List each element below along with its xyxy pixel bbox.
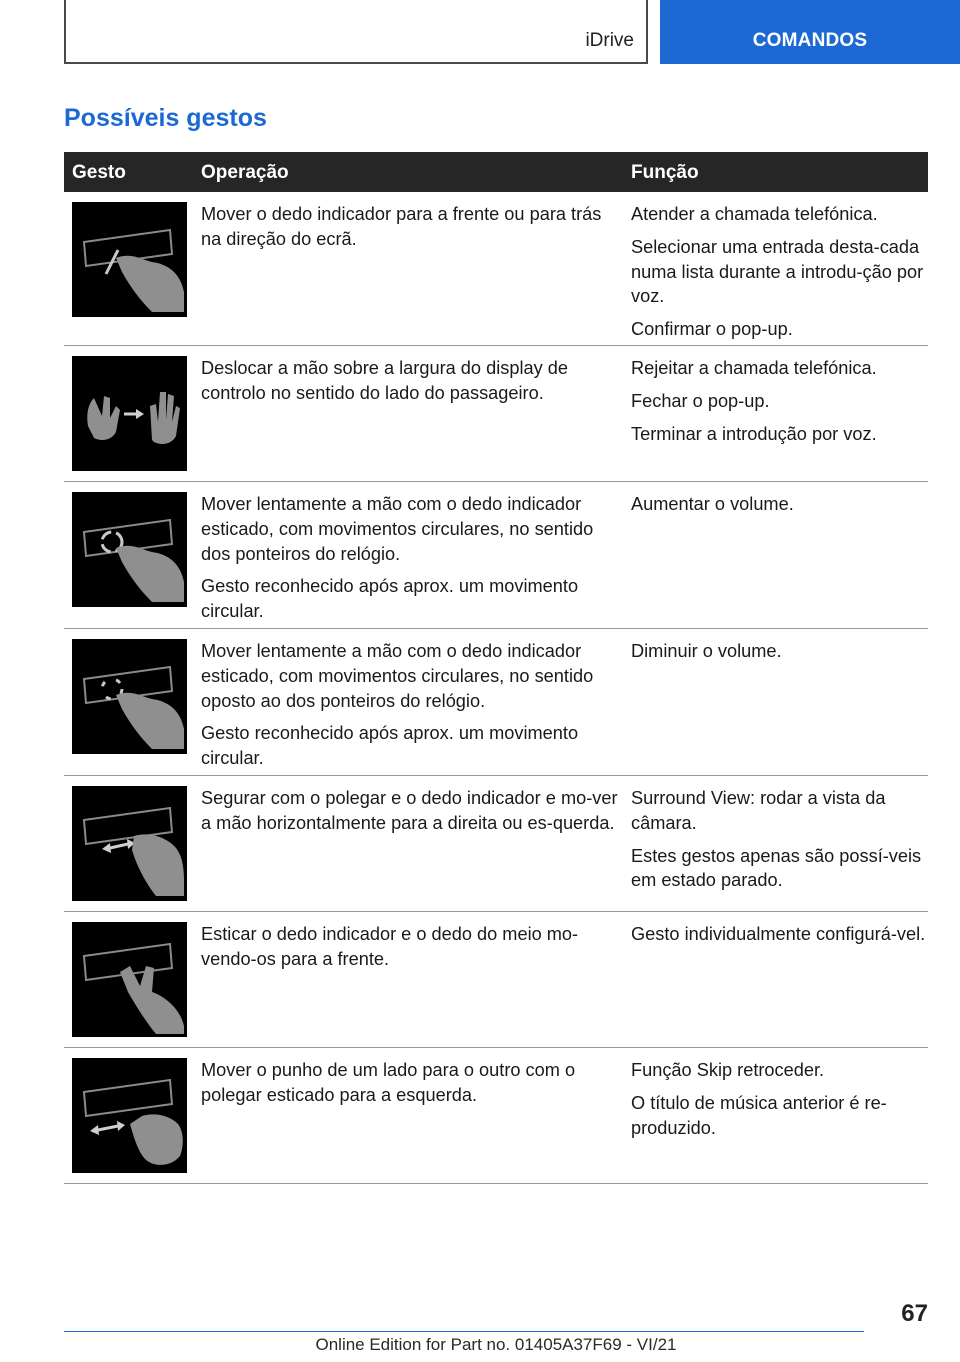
page-number: 67: [901, 1300, 928, 1327]
column-header-gesture: Gesto: [72, 162, 126, 183]
function-text: Selecionar uma entrada desta-cada numa lista durante a introdu-ção por voz.: [631, 236, 924, 307]
header-section-box: [64, 0, 648, 64]
page-title: Possíveis gestos: [64, 104, 267, 132]
table-row: [64, 192, 928, 346]
operation-text: Gesto reconhecido após aprox. um movimento circular.: [201, 576, 579, 622]
table-row: [64, 629, 928, 776]
table-row: [64, 346, 928, 482]
table-row: [64, 912, 928, 1048]
function-text: Diminuir o volume.: [631, 641, 782, 661]
table-row: [64, 482, 928, 629]
pinch-horizontal-gesture-icon: [72, 786, 187, 901]
function-text: Fechar o pop-up.: [631, 390, 770, 411]
operation-text: Esticar o dedo indicador e o dedo do meio mo-vendo-os para a frente.: [201, 924, 579, 969]
table-row: [64, 776, 928, 912]
column-header-function: Função: [631, 162, 699, 183]
function-text: Terminar a introdução por voz.: [631, 423, 877, 444]
footer-edition-text: Online Edition for Part no. 01405A37F69 - VI/21: [315, 1335, 677, 1354]
table-row: [64, 1048, 928, 1184]
function-text: Estes gestos apenas são possí-veis em estado parado.: [631, 845, 922, 891]
function-text: Confirmar o pop-up.: [631, 319, 793, 340]
header-section-label: iDrive: [585, 30, 634, 51]
two-fingers-forward-gesture-icon: [72, 922, 187, 1037]
operation-text: Segurar com o polegar e o dedo indicador e mo-ver a mão horizontalmente para a direita ou es-querda.: [201, 788, 618, 833]
footer-divider: [64, 1331, 864, 1332]
operation-text: Mover o punho de um lado para o outro com o polegar esticado para a esquerda.: [201, 1060, 576, 1105]
fist-thumb-swipe-gesture-icon: [72, 1058, 187, 1173]
hand-swipe-gesture-icon: [72, 356, 187, 471]
operation-text: Deslocar a mão sobre a largura do display de controlo no sentido do lado do passageiro.: [201, 358, 568, 403]
function-text: Aumentar o volume.: [631, 494, 794, 514]
function-text: Função Skip retroceder.: [631, 1060, 825, 1080]
gestures-table: [64, 152, 928, 1184]
function-text: Gesto individualmente configurá-vel.: [631, 924, 926, 944]
header-chapter-tab: [660, 0, 960, 64]
operation-text: Mover lentamente a mão com o dedo indicador esticado, com movimentos circulares, no sentido dos ponteiros do relógio.: [201, 494, 594, 564]
function-text: Rejeitar a chamada telefónica.: [631, 358, 877, 378]
finger-forward-back-gesture-icon: [72, 202, 187, 317]
operation-text: Mover lentamente a mão com o dedo indicador esticado, com movimentos circulares, no sentido oposto ao dos ponteiros do relógio.: [201, 641, 594, 711]
function-text: O título de música anterior é re-produzido.: [631, 1092, 887, 1138]
table-header: [64, 152, 928, 192]
column-header-operation: Operação: [201, 162, 289, 183]
finger-circle-clockwise-gesture-icon: [72, 492, 187, 607]
function-text: Atender a chamada telefónica.: [631, 204, 878, 224]
operation-text: Gesto reconhecido após aprox. um movimento circular.: [201, 723, 579, 769]
header-chapter-label: COMANDOS: [752, 30, 868, 51]
operation-text: Mover o dedo indicador para a frente ou para trás na direção do ecrã.: [201, 204, 602, 249]
function-text: Surround View: rodar a vista da câmara.: [631, 788, 886, 833]
finger-circle-counterclockwise-gesture-icon: [72, 639, 187, 754]
